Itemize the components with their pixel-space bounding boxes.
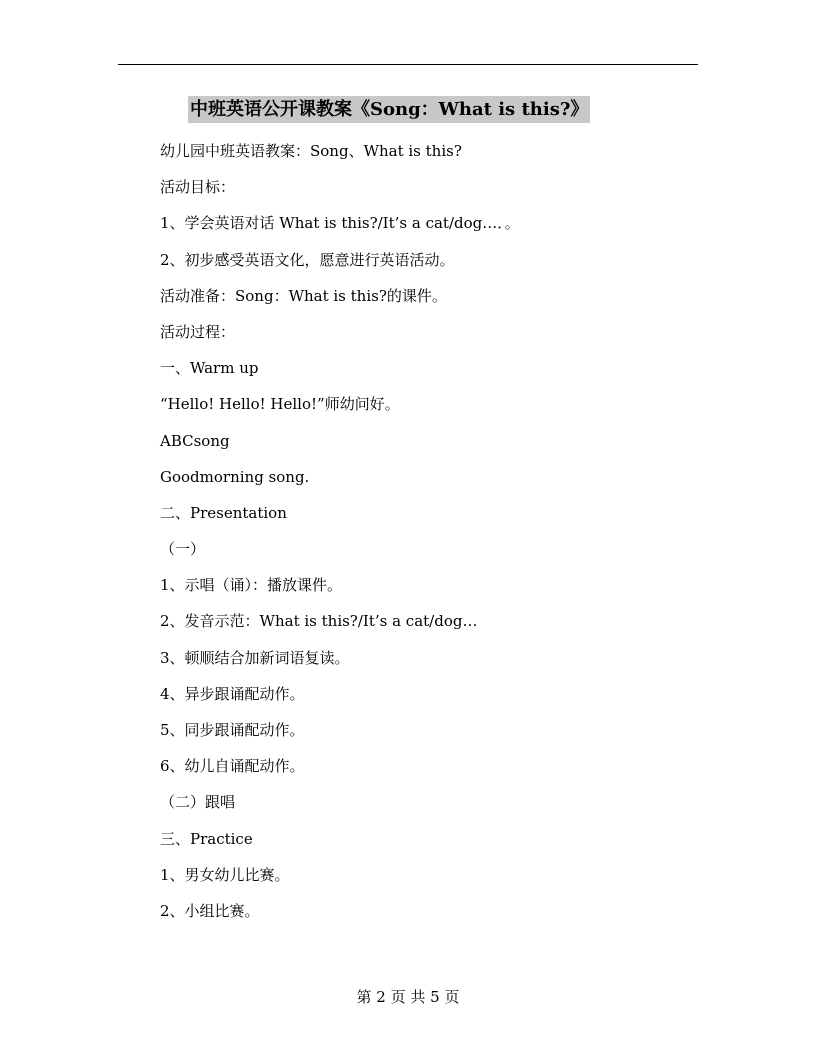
body-line: “Hello! Hello! Hello!”师幼问好。 xyxy=(160,395,400,414)
body-line: 1、学会英语对话 What is this?/It’s a cat/dog…．。 xyxy=(160,214,520,233)
body-line: 1、示唱（诵）：播放课件。 xyxy=(160,576,343,595)
body-line: 一、Warm up xyxy=(160,359,259,378)
body-line: 5、同步跟诵配动作。 xyxy=(160,721,305,739)
body-line: 1、男女幼儿比赛。 xyxy=(160,865,290,884)
body-line: 2、小组比赛。 xyxy=(160,901,260,920)
body-line: ABCsong xyxy=(160,431,230,450)
body-line: 活动目标： xyxy=(160,178,236,197)
page-footer: 第 2 页 共 5 页 xyxy=(356,988,460,1006)
header-rule xyxy=(118,64,698,65)
body-line: 活动过程： xyxy=(160,322,236,341)
body-line: 6、幼儿自诵配动作。 xyxy=(160,757,305,776)
body-line: Goodmorning song. xyxy=(160,467,310,486)
body-line: 三、Practice xyxy=(160,829,253,848)
body-line: 3、顿顺结合加新词语复读。 xyxy=(160,648,350,667)
body-line: （一） xyxy=(160,540,206,559)
body-line: 二、Presentation xyxy=(160,503,287,522)
body-line: （二）跟唱 xyxy=(160,793,236,812)
body-line: 幼儿园中班英语教案：Song、What is this? xyxy=(160,142,462,160)
body-line: 2、初步感受英语文化，愿意进行英语活动。 xyxy=(160,250,455,269)
body-line: 活动准备：Song：What is this?的课件。 xyxy=(160,286,447,305)
body-line: 2、发音示范：What is this?/It’s a cat/dog… xyxy=(160,612,478,631)
document-body xyxy=(160,137,720,933)
document-title: 中班英语公开课教案《Song：What is this?》 xyxy=(188,96,590,123)
body-line: 4、异步跟诵配动作。 xyxy=(160,684,305,703)
